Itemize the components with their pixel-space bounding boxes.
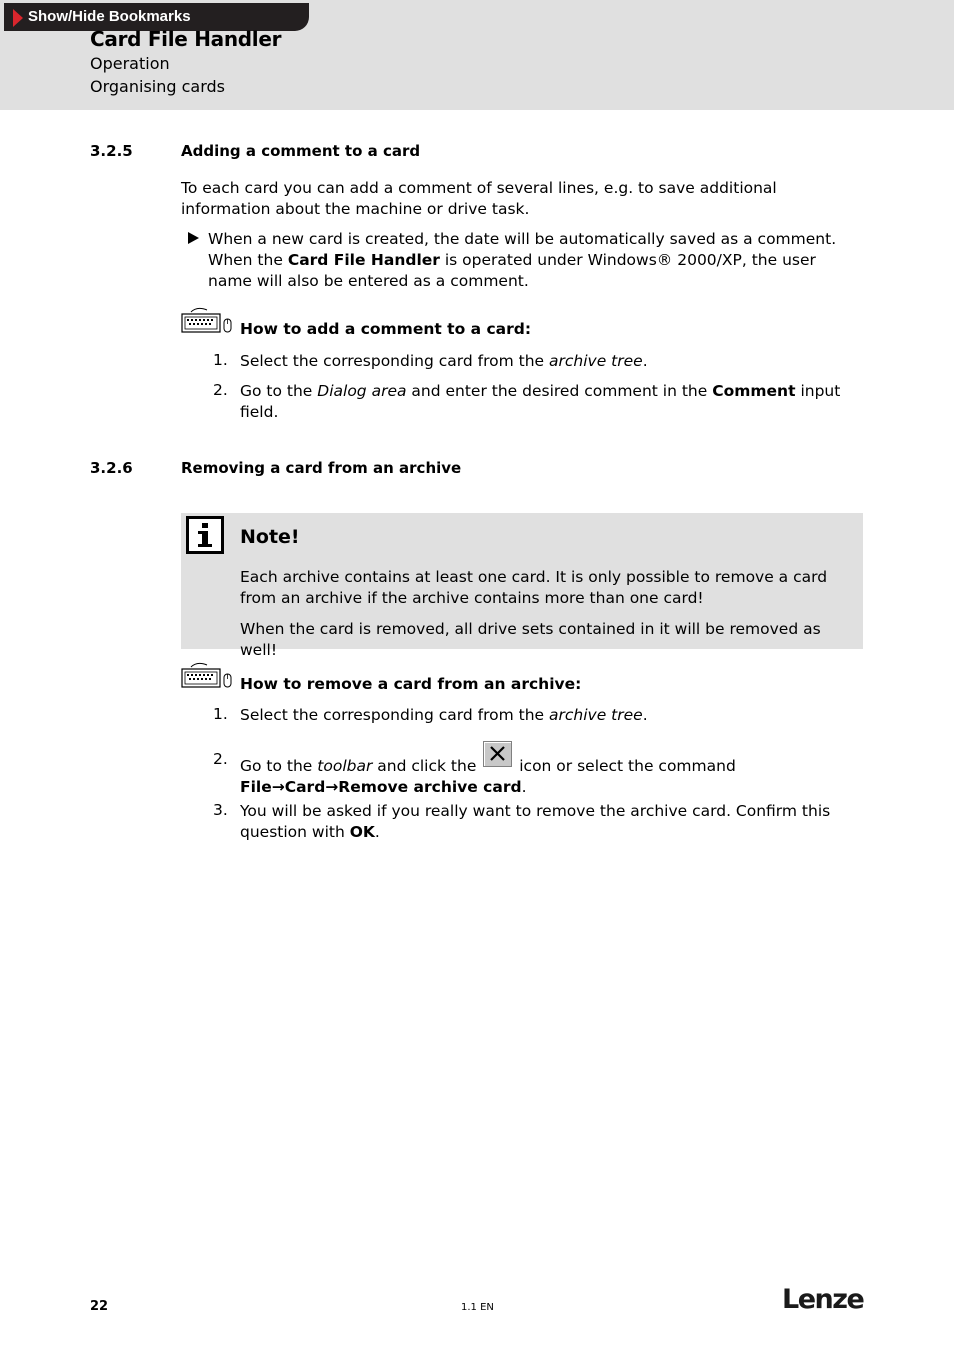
bookmark-label: Show/Hide Bookmarks (28, 8, 191, 25)
step-number: 3. (213, 801, 228, 819)
bullet-arrow-icon (188, 232, 199, 244)
remove-card-icon (483, 741, 512, 767)
note-title: Note! (240, 526, 300, 548)
page-number: 22 (90, 1299, 109, 1314)
bookmark-arrow-icon (13, 9, 23, 27)
step-text: Select the corresponding card from the archive tree. (240, 352, 648, 370)
breadcrumb-level-1: Operation (90, 54, 170, 73)
step-number: 1. (213, 351, 228, 369)
step-text: Select the corresponding card from the archive tree. (240, 706, 648, 724)
keyboard-mouse-icon (181, 305, 233, 339)
step-number: 2. (213, 381, 228, 399)
step-text: You will be asked if you really want to remove the archive card. Confirm this question with OK. (240, 802, 831, 841)
note-paragraph: Each archive contains at least one card. It is only possible to remove a card from an archive if the archive contains more than one card! (240, 568, 828, 607)
step-text: Go to the Dialog area and enter the desired comment in the Comment input field. (240, 382, 841, 421)
note-box (181, 513, 863, 659)
version-label: 1.1 EN (461, 1302, 494, 1313)
breadcrumb-level-2: Organising cards (90, 77, 225, 96)
step-text: Go to the toolbar and click the icon or select the command File→Card→Remove archive card. (240, 741, 865, 789)
intro-paragraph: To each card you can add a comment of several lines, e.g. to save additional information about the machine or drive task. (181, 179, 777, 218)
section-title: Adding a comment to a card (181, 142, 421, 160)
section-title: Removing a card from an archive (181, 459, 462, 477)
howto-heading: How to remove a card from an archive: (240, 675, 582, 693)
info-icon (186, 516, 224, 554)
step-number: 2. (213, 750, 228, 768)
section-number: 3.2.5 (90, 142, 133, 160)
note-paragraph: When the card is removed, all drive sets contained in it will be removed as well! (240, 620, 821, 659)
keyboard-mouse-icon (181, 660, 233, 694)
document-title: Card File Handler (90, 27, 282, 51)
howto-heading: How to add a comment to a card: (240, 320, 532, 338)
section-number: 3.2.6 (90, 459, 133, 477)
lenze-logo: Lenze (782, 1284, 864, 1315)
step-number: 1. (213, 705, 228, 723)
bullet-paragraph: When a new card is created, the date will be automatically saved as a comment. When the Card File Handler is operated under Windows® 2000/XP, the user name will also be entered as a comment. (208, 230, 837, 290)
